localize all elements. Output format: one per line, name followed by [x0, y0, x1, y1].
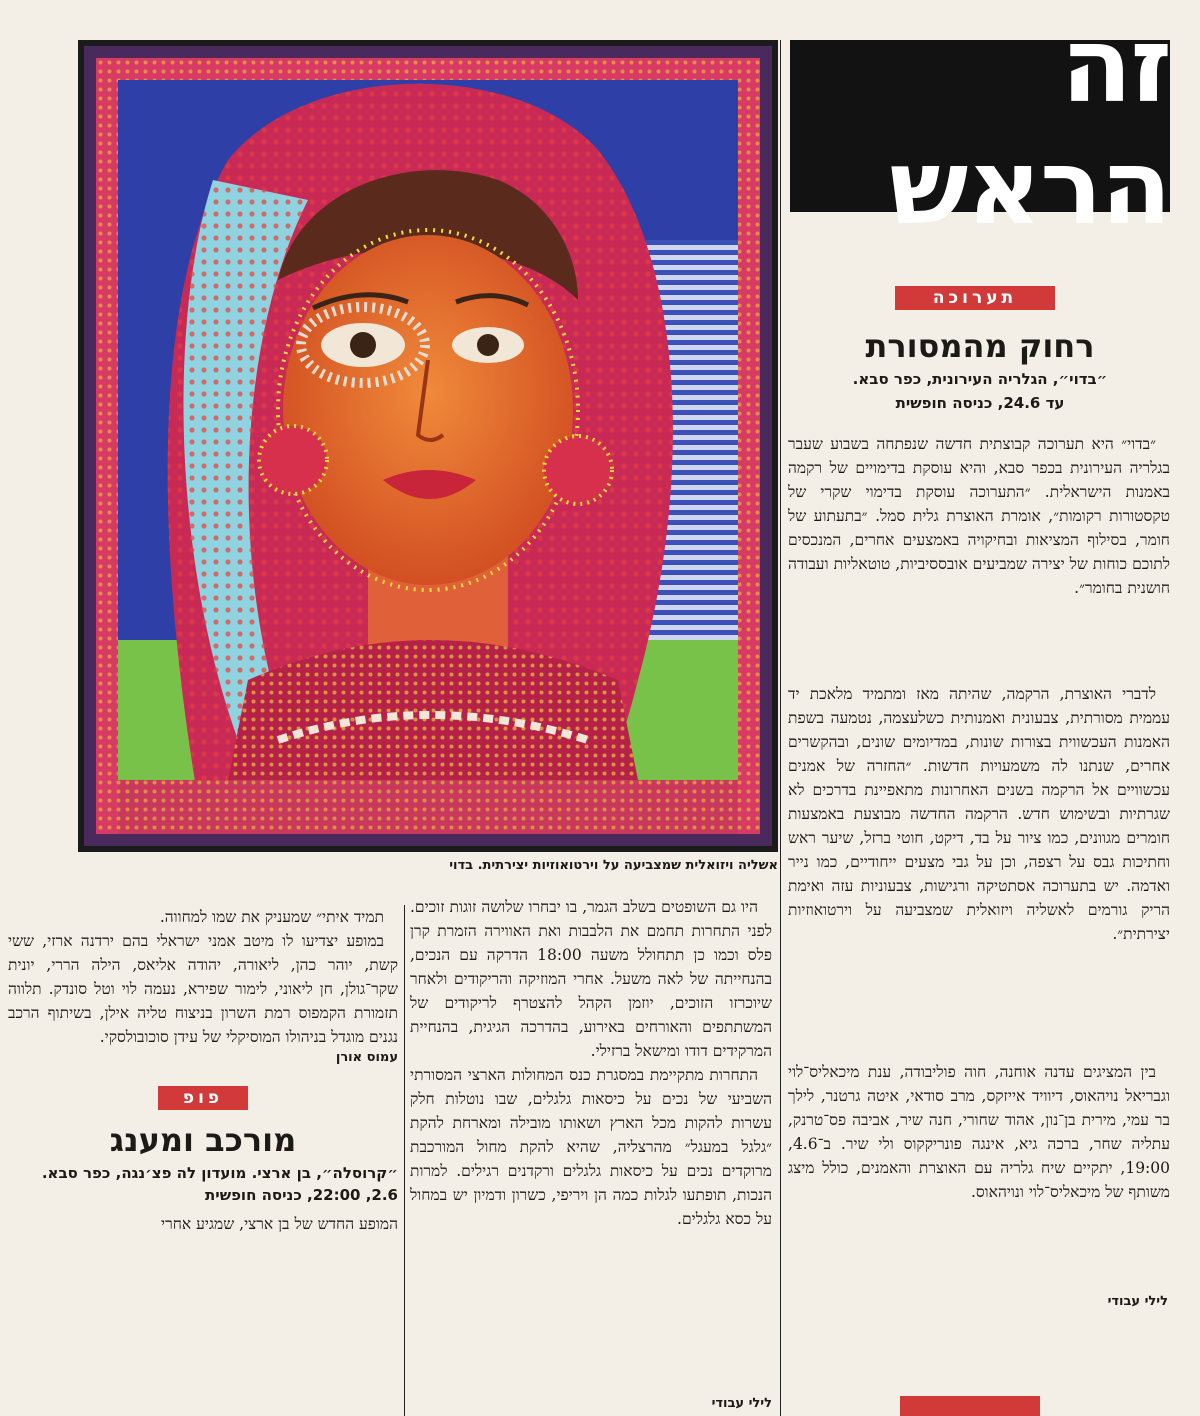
- exhibition-byline: לילי עבודי: [1107, 1294, 1168, 1309]
- exhibition-paragraph: לדברי האוצרת, הרקמה, שהיתה מאז ומתמיד מלאכת יד עממית מסורתית, צבעונית ואמנותית כשלעצמה, נטמעה בשפת האמנות העכשווית בצורות שונות, במדיומים שונים, ובהקשרים אחרים, שנתנו לה משמעויות חדשות. ״החזרה של אמנים עכשוויים אל הרקמה בשנים האחרונות מתאפיינת בדרכים לא שגרתיות ובשימוש חדש. הרקמה החדשה מבוצעת באמצעות חומרים מגוונים, כמו ציור על בד, דיקט, חוטי ברזל, שיער ראש וחתיכות גבס על רצפה, וכן על גבי מצעים ייחודיים, כמו נייר ואדמה. יש בתערוכה אסתטיקה ורגישות, צבעוניות עזה ואימת הריק גורמים לאשליה ויזואלית שמצביעה על וירטואוזיות יצירתית״.: [788, 685, 1170, 943]
- section-badge-pop: פופ: [158, 1086, 248, 1110]
- column-divider: [780, 40, 781, 1416]
- middle-paragraph: היו גם השופטים בשלב הגמר, בו יבחרו שלושה זוגות זוכים. לפני התחרות תחמם את הלבבות ואת האווירה הזמרת קרן פלס וכמו כן תתחולל משעה 18:00 הדרקה עם הנכים, בהנחייתה של לאה משעל. אחרי המוזיקה והריקודים ולאחר שיוכרזו הזוכים, יוזמן הקהל להצטרף לריקודים של המשתתפים והאורחים באירוע, בהדרכה הגיגית, בהנחיית המרקידים דודו ומישאל ברזילי.: [410, 898, 772, 1060]
- pop-meta: ״קרוסלה״, בן ארצי. מועדון לה פצ׳נגה, כפר סבא. 2.6, 22:00, כניסה חופשית: [41, 1164, 398, 1204]
- artwork-image: [78, 40, 778, 852]
- left-paragraph: במופע יצדיעו לו מיטב אמני ישראלי בהם ירדנה ארזי, ששי קשת, יוהר כהן, ליאורה, יהודה אליאס, הילה הררי, יונית שקר־גולן, חן ליאוני, לימור שפירא, נעמה לוי וטל סונדק. תלווה תזמורת הקמפוס רמת השרון בניצוח טליה אילן, בשיתוף הרכב נגנים מוגדל בניהולו המוסיקלי של עידן סוכובולסקי.: [8, 932, 398, 1046]
- middle-paragraph: התחרות מתקיימת במסגרת כנס המחולות הארצי המסורתי השביעי של נכים על כיסאות גלגלים, שבו נוטלות חלק עשרות להקות מכל הארץ ושאותו מובילה ומארחת להקת ״גלגל במעגל״ מהרצליה, שהיא להקת מחול המורכבת מרוקדים נכים על כיסאות גלגלים ורקדנים רגילים. למרות הנכות, תופתעו לגלות כמה הן ויריפי, כשרון ודמיון יש במחול על כסא גלגלים.: [410, 1066, 772, 1228]
- masthead-title: זה הראש: [889, 4, 1170, 248]
- exhibition-dates: עד 24.6, כניסה חופשית: [895, 394, 1065, 412]
- left-byline: עמוס אורן: [335, 1050, 398, 1065]
- middle-byline: לילי עבודי: [711, 1396, 772, 1411]
- artwork-caption: אשליה ויזואלית שמצביעה על וירטואוזיות יצירתית. בדוי: [449, 858, 778, 873]
- exhibition-article-continued: [788, 682, 1170, 1072]
- exhibition-paragraph: בין המציגים עדנה אוחנה, חוה פוליבודה, ענת מיכאליס־לוי וגבריאל נויהאוס, דיוויד אייזקס, מרב סודאי, איטה גרטנר, לילך בר עמי, מירית בן־נון, אהוד שחורי, חנה שיר, אביבה פס־טרנק, עתליה שחר, ברכה גיא, אינגה פונריקקוס ולי שיר. ב־4.6, 19:00, יתקיים שיח גלריה עם האוצרת והאמנים, כולל מיצג משותף של מיכאליס־לוי ונויהאוס.: [788, 1063, 1170, 1201]
- pop-headline: מורכב ומענג: [109, 1121, 297, 1159]
- masthead: [790, 4, 1170, 248]
- column-divider: [404, 905, 405, 1416]
- bottom-red-bar: [900, 1396, 1040, 1416]
- exhibition-venue: ״בדוי״, הגלריה העירונית, כפר סבא.: [852, 370, 1108, 388]
- section-badge-exhibition: תערוכה: [895, 286, 1055, 310]
- left-article: [8, 905, 398, 1055]
- exhibition-paragraph: ״בדוי״ היא תערוכה קבוצתית חדשה שנפתחה בשבוע שעבר בגלריה העירונית בכפר סבא, והיא עוסקת בדימויים של רקמה באמנות הישראלית. ״התערוכה עוסקת בדימוי שקרי של טקסטורות רקומות״, אומרת האוצרת גלית סמל. ״בתעתוע של חומר, בסילוף המציאות ובחיקויה באמצעים אחרים, המנכסים לתוכם כוחות של יצירה שמביעים אובססיביות, טוטאליות ועבודה חושנית בחומר״.: [788, 435, 1170, 597]
- exhibition-headline: רחוק מהמסורת: [865, 327, 1095, 365]
- pop-lead: המופע החדש של בן ארצי, שמגיע אחרי: [161, 1215, 398, 1233]
- embroidered-portrait-illustration: [78, 40, 778, 852]
- exhibition-article-closing: [788, 1060, 1170, 1268]
- middle-article: [410, 895, 772, 1385]
- left-paragraph: תמיד איתי״ שמעניק את שמו למחווה.: [159, 908, 384, 926]
